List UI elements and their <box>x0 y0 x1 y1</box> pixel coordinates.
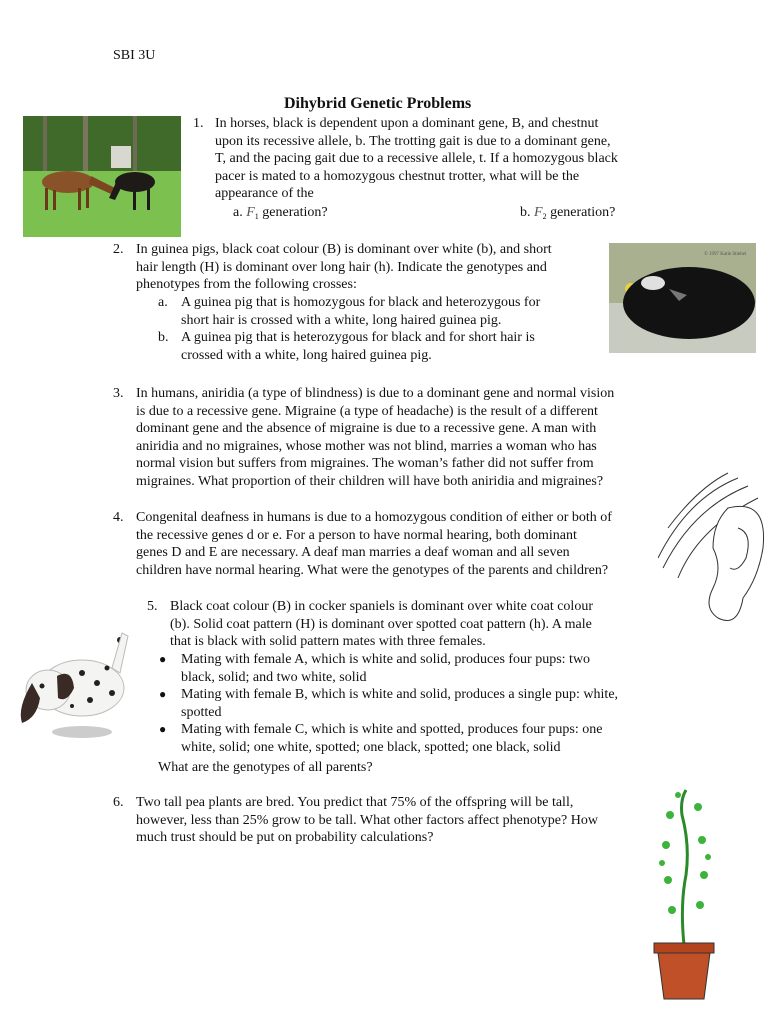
q5-bullet <box>181 651 590 686</box>
question-6-text <box>136 794 598 847</box>
text-line: Mating with female A, which is white and solid, produces four pups: two <box>181 652 591 667</box>
text-line: children have normal hearing. What were the genotypes of the parents and children? <box>136 562 609 578</box>
q5-bullet <box>181 686 618 721</box>
guinea-pig-image <box>609 243 756 353</box>
text-line: In humans, aniridia (a type of blindness) is due to a dominant gene and normal vision <box>136 386 615 401</box>
question-5-text <box>170 598 593 651</box>
photo-credit: © 1997 Katie Stiebel <box>704 252 747 257</box>
option-marker: b. <box>158 330 169 345</box>
text-line: much trust should be put on probability calculations? <box>136 830 434 846</box>
text-line: phenotypes from the following crosses: <box>136 277 357 293</box>
bullet-icon: ● <box>159 722 167 736</box>
text-line: however, less than 25% grow to be tall. What other factors affect phenotype? How <box>136 812 598 828</box>
text-line: normal vision but suffers from migraines. The woman’s father did not suffer from <box>136 456 594 472</box>
option-marker: b. <box>520 205 531 220</box>
question-number: 6. <box>113 795 124 810</box>
text-line: dominant gene and the absence of migraine is due to a recessive gene. A man with <box>136 421 597 437</box>
q2-option-b <box>181 329 535 364</box>
q5-closing: What are the genotypes of all parents? <box>158 760 373 775</box>
text-line: In guinea pigs, black coat colour (B) is dominant over white (b), and short <box>136 242 552 257</box>
f-subscript: 1 <box>254 212 259 221</box>
question-number: 4. <box>113 510 124 525</box>
text-line: spotted <box>181 704 222 720</box>
text-line: short hair is crossed with a white, long haired guinea pig. <box>181 312 502 328</box>
text-line: In horses, black is dependent upon a dominant gene, B, and chestnut <box>215 116 599 131</box>
text-line: migraines. What proportion of their children will have both aniridia and migraines? <box>136 473 604 489</box>
question-number: 1. <box>193 116 204 131</box>
text-line: pacer is mated to a homozygous chestnut trotter, what will be the <box>215 168 580 184</box>
question-2-text <box>136 241 552 294</box>
text-line: A guinea pig that is homozygous for black and heterozygous for <box>181 295 541 310</box>
option-marker: a. <box>158 295 168 310</box>
page-title: Dihybrid Genetic Problems <box>284 95 472 112</box>
question-1-text <box>215 115 618 203</box>
text-line: genes D and E are necessary. A deaf man marries a deaf woman and all seven <box>136 545 570 561</box>
text-line: T, and the pacing gait due to a recessive allele, t. If a homozygous black <box>215 151 618 167</box>
text-line: (b). Solid coat pattern (H) is dominant over spotted coat pattern (h). A male <box>170 616 592 632</box>
horses-image <box>23 116 181 237</box>
f-symbol: F <box>534 205 543 220</box>
text-line: Two tall pea plants are bred. You predict that 75% of the offspring will be tall, <box>136 795 574 810</box>
course-header: SBI 3U <box>113 48 156 63</box>
f-symbol: F <box>246 205 255 220</box>
dalmatian-puppy-toy-image <box>12 628 132 743</box>
text-line: hair length (H) is dominant over long hair (h). Indicate the genotypes and <box>136 259 547 275</box>
text-line: aniridia and no migraines, whose mother was not blind, marries a woman who has <box>136 438 597 454</box>
q1-option-b <box>520 204 615 226</box>
text-line: the recessive genes d or e. For a person to have normal hearing, both dominant <box>136 527 577 543</box>
pea-plant-in-pot-image <box>652 785 717 1000</box>
text-line: A guinea pig that is heterozygous for black and for short hair is <box>181 330 535 345</box>
question-number: 2. <box>113 242 124 257</box>
text-line: crossed with a white, long haired guinea pig. <box>181 347 432 363</box>
question-number: 5. <box>147 599 158 614</box>
q2-option-a <box>181 294 540 329</box>
option-text: generation? <box>550 205 616 220</box>
text-line: Black coat colour (B) in cocker spaniels is dominant over white coat colour <box>170 599 593 614</box>
text-line: is due to a recessive gene. Migraine (a type of headache) is the result of a different <box>136 403 598 419</box>
text-line: black, solid; and two white, solid <box>181 669 367 685</box>
question-3-text <box>136 385 614 491</box>
text-line: Mating with female C, which is white and spotted, produces four pups: one <box>181 722 603 737</box>
q5-bullet <box>181 721 602 756</box>
question-number: 3. <box>113 386 124 401</box>
question-4-text <box>136 509 612 579</box>
text-line: Mating with female B, which is white and solid, produces a single pup: white, <box>181 687 619 702</box>
text-line: Congenital deafness in humans is due to a homozygous condition of either or both of <box>136 510 612 525</box>
f-subscript: 2 <box>542 212 547 221</box>
bullet-icon: ● <box>159 687 167 701</box>
ear-drawing <box>658 468 768 630</box>
text-line: that is black with solid pattern mates with three females. <box>170 634 486 650</box>
option-text: generation? <box>262 205 328 220</box>
text-line: upon its recessive allele, b. The trotting gait is due to a dominant gene, <box>215 133 611 149</box>
q1-option-a <box>233 204 328 226</box>
bullet-icon: ● <box>159 652 167 666</box>
text-line: appearance of the <box>215 186 314 202</box>
text-line: white, solid; one white, spotted; one black, spotted; one black, solid <box>181 739 561 755</box>
option-marker: a. <box>233 205 243 220</box>
